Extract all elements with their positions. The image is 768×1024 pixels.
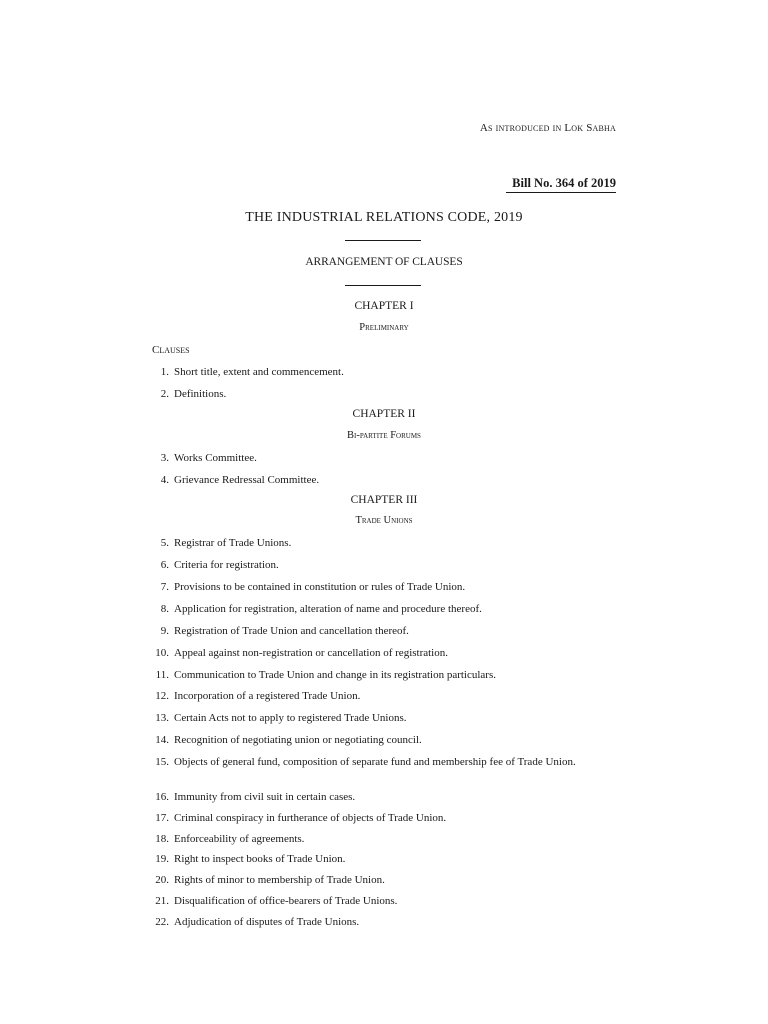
chapter-heading: CHAPTER III [350, 494, 418, 506]
chapter-heading: CHAPTER II [352, 408, 416, 420]
clause-item [152, 690, 616, 703]
clause-text: Criminal conspiracy in furtherance of objects of Trade Union. [174, 812, 447, 824]
clause-item [152, 874, 616, 887]
clause-number: 8. [160, 603, 169, 615]
clause-item [152, 474, 616, 487]
clause-text: Adjudication of disputes of Trade Unions. [174, 916, 360, 928]
clause-item [152, 452, 616, 465]
clause-item [152, 366, 616, 379]
title-rule [345, 240, 421, 241]
arrangement-heading: ARRANGEMENT OF CLAUSES [305, 256, 463, 268]
clause-item [152, 647, 616, 660]
chapter-subheading: Bi-partite Forums [347, 430, 421, 441]
clause-number: 7. [160, 581, 169, 593]
arrangement-rule [345, 285, 421, 286]
clause-number: 19. [155, 853, 169, 865]
clause-item [152, 853, 616, 866]
clause-text: Provisions to be contained in constitution or rules of Trade Union. [174, 581, 466, 593]
clause-text: Right to inspect books of Trade Union. [174, 853, 346, 865]
chapter-subheading: Trade Unions [355, 515, 413, 526]
clause-number: 22. [155, 916, 169, 928]
clause-item [152, 625, 616, 638]
clause-item [152, 669, 616, 682]
clause-number: 21. [155, 895, 169, 907]
clause-number: 11. [155, 669, 169, 681]
clause-text: Short title, extent and commencement. [174, 366, 344, 378]
clause-number: 18. [155, 833, 169, 845]
clause-item [152, 812, 616, 825]
clause-item [152, 559, 616, 572]
clause-item [152, 916, 616, 929]
clause-number: 1. [160, 366, 169, 378]
clause-text: Immunity from civil suit in certain cases. [174, 791, 356, 803]
bill-number: Bill No. 364 of 2019 [512, 176, 616, 190]
clause-text: Criteria for registration. [174, 559, 279, 571]
clause-number: 6. [160, 559, 169, 571]
bill-number-underline [506, 192, 616, 193]
clause-text: Rights of minor to membership of Trade Union. [174, 874, 385, 886]
clause-text: Works Committee. [174, 452, 257, 464]
clause-text: Grievance Redressal Committee. [174, 474, 320, 486]
clause-text: Incorporation of a registered Trade Union. [174, 690, 361, 702]
clause-number: 4. [160, 474, 169, 486]
clause-number: 17. [155, 812, 169, 824]
chapter-subheading: Preliminary [359, 322, 409, 333]
clause-number: 20. [155, 874, 169, 886]
clause-number: 5. [160, 537, 169, 549]
clause-number: 9. [160, 625, 169, 637]
clause-item [152, 833, 616, 846]
clause-item [152, 734, 616, 747]
introduced-note: As introduced in Lok Sabha [479, 122, 616, 134]
clause-number: 12. [155, 690, 169, 702]
clause-number: 16. [155, 791, 169, 803]
clause-item [152, 756, 616, 769]
clause-item [152, 791, 616, 804]
clause-text: Objects of general fund, composition of separate fund and membership fee of Trade Union. [174, 756, 576, 768]
clause-item [152, 603, 616, 616]
clause-text: Recognition of negotiating union or negotiating council. [174, 734, 422, 746]
clause-text: Registrar of Trade Unions. [174, 537, 292, 549]
clause-text: Definitions. [174, 388, 227, 400]
clause-item [152, 895, 616, 908]
clause-number: 10. [155, 647, 169, 659]
clause-number: 15. [155, 756, 169, 768]
clause-item [152, 537, 616, 550]
clauses-label: Clauses [152, 344, 190, 356]
clause-text: Registration of Trade Union and cancellation thereof. [174, 625, 409, 637]
clause-number: 2. [160, 388, 169, 400]
clause-item [152, 581, 616, 594]
clause-text: Certain Acts not to apply to registered Trade Unions. [174, 712, 407, 724]
chapter-heading: CHAPTER I [354, 300, 414, 312]
clause-text: Enforceability of agreements. [174, 833, 305, 845]
clause-text: Communication to Trade Union and change in its registration particulars. [174, 669, 496, 681]
document-title: THE INDUSTRIAL RELATIONS CODE, 2019 [245, 210, 523, 225]
clause-item [152, 388, 616, 401]
clause-text: Application for registration, alteration of name and procedure thereof. [174, 603, 482, 615]
clause-text: Appeal against non-registration or cancellation of registration. [174, 647, 448, 659]
clause-text: Disqualification of office-bearers of Trade Unions. [174, 895, 398, 907]
clause-number: 14. [155, 734, 169, 746]
clause-item [152, 712, 616, 725]
clause-number: 13. [155, 712, 169, 724]
clause-number: 3. [160, 452, 169, 464]
